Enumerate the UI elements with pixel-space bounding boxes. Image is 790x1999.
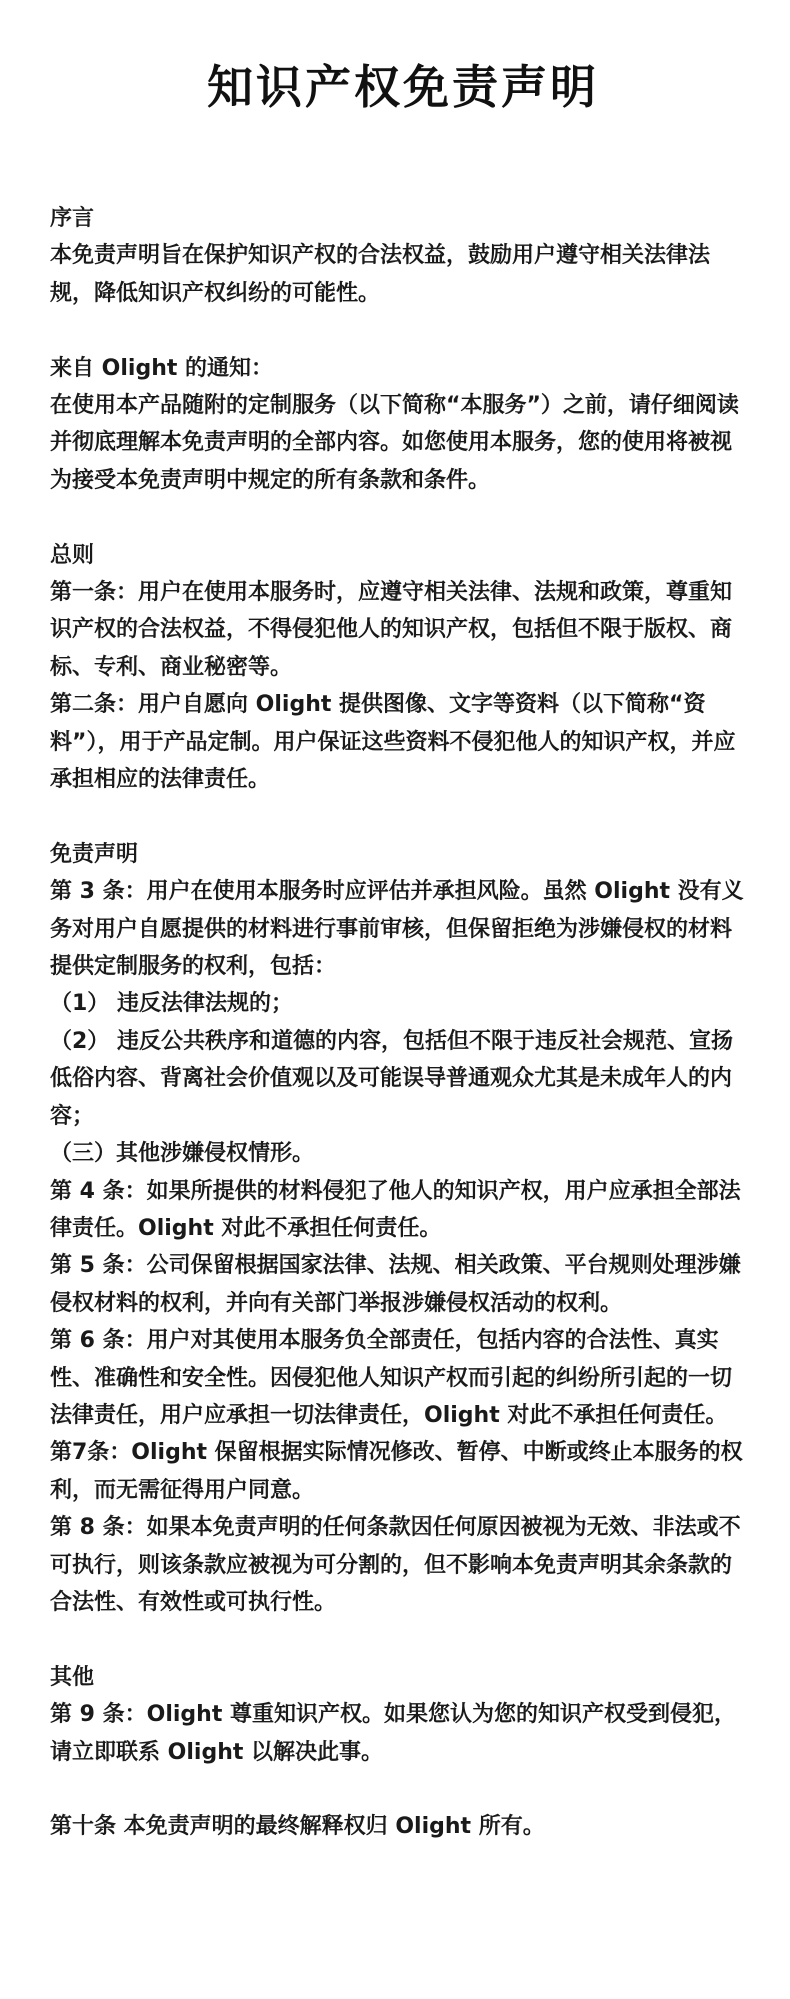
section — [50, 200, 748, 312]
section-paragraph: （2） 违反公共秩序和道德的内容，包括但不限于违反社会规范、宣扬低俗内容、背离社会价值观以及可能误导普通观众尤其是未成年人的内容； — [50, 1028, 733, 1129]
section-paragraph: 第十条 本免责声明的最终解释权归 Olight 所有。 — [50, 1814, 545, 1840]
section — [50, 836, 748, 1622]
section-paragraph: 第 3 条：用户在使用本服务时应评估并承担风险。虽然 Olight 没有义务对用户自愿提供的材料进行事前审核，但保留拒绝为涉嫌侵权的材料提供定制服务的权利，包括： — [50, 879, 744, 980]
section-heading: 序言 — [50, 206, 95, 231]
section-paragraph: 第 5 条：公司保留根据国家法律、法规、相关政策、平台规则处理涉嫌侵权材料的权利，并向有关部门举报涉嫌侵权活动的权利。 — [50, 1253, 741, 1316]
section — [50, 350, 748, 500]
section-paragraph: 第 8 条：如果本免责声明的任何条款因任何原因被视为无效、非法或不可执行，则该条款应被视为可分割的，但不影响本免责声明其余条款的合法性、有效性或可执行性。 — [50, 1515, 741, 1615]
section-heading: 来自 Olight 的通知： — [50, 355, 274, 381]
section-heading: 免责声明 — [50, 841, 139, 867]
section-heading: 总则 — [50, 542, 95, 568]
section-paragraph: 第 9 条：Olight 尊重知识产权。如果您认为您的知识产权受到侵犯，请立即联系 Olight 以解决此事。 — [50, 1702, 736, 1765]
section-paragraph: （三）其他涉嫌侵权情形。 — [50, 1141, 315, 1167]
section-paragraph: 第7条：Olight 保留根据实际情况修改、暂停、中断或终止本服务的权利，而无需征得用户同意。 — [50, 1440, 743, 1503]
section-paragraph: 在使用本产品随附的定制服务（以下简称“本服务”）之前，请仔细阅读并彻底理解本免责声明的全部内容。如您使用本服务，您的使用将被视为接受本免责声明中规定的所有条款和条件。 — [50, 393, 739, 493]
section-paragraph: （1） 违反法律法规的； — [50, 991, 293, 1017]
section-paragraph: 第二条：用户自愿向 Olight 提供图像、文字等资料（以下简称“资料”），用于产品定制。用户保证这些资料不侵犯他人的知识产权，并应承担相应的法律责任。 — [50, 692, 736, 793]
section — [50, 1659, 748, 1771]
section — [50, 537, 748, 799]
section-paragraph: 第 4 条：如果所提供的材料侵犯了他人的知识产权，用户应承担全部法律责任。Olight 对此不承担任何责任。 — [50, 1178, 741, 1241]
section-paragraph: 第 6 条：用户对其使用本服务负全部责任，包括内容的合法性、真实性、准确性和安全性。因侵犯他人知识产权而引起的纠纷所引起的一切法律责任，用户应承担一切法律责任，Olight 对此不承担任何责任。 — [50, 1328, 733, 1428]
section — [50, 1808, 748, 1845]
disclaimer-body — [50, 200, 748, 1846]
section-paragraph: 本免责声明旨在保护知识产权的合法权益，鼓励用户遵守相关法律法规，降低知识产权纠纷的可能性。 — [50, 243, 711, 306]
page-title: 知识产权免责声明 — [207, 60, 599, 114]
section-heading: 其他 — [50, 1664, 95, 1690]
section-paragraph: 第一条：用户在使用本服务时，应遵守相关法律、法规和政策，尊重知识产权的合法权益，不得侵犯他人的知识产权，包括但不限于版权、商标、专利、商业秘密等。 — [50, 580, 733, 680]
